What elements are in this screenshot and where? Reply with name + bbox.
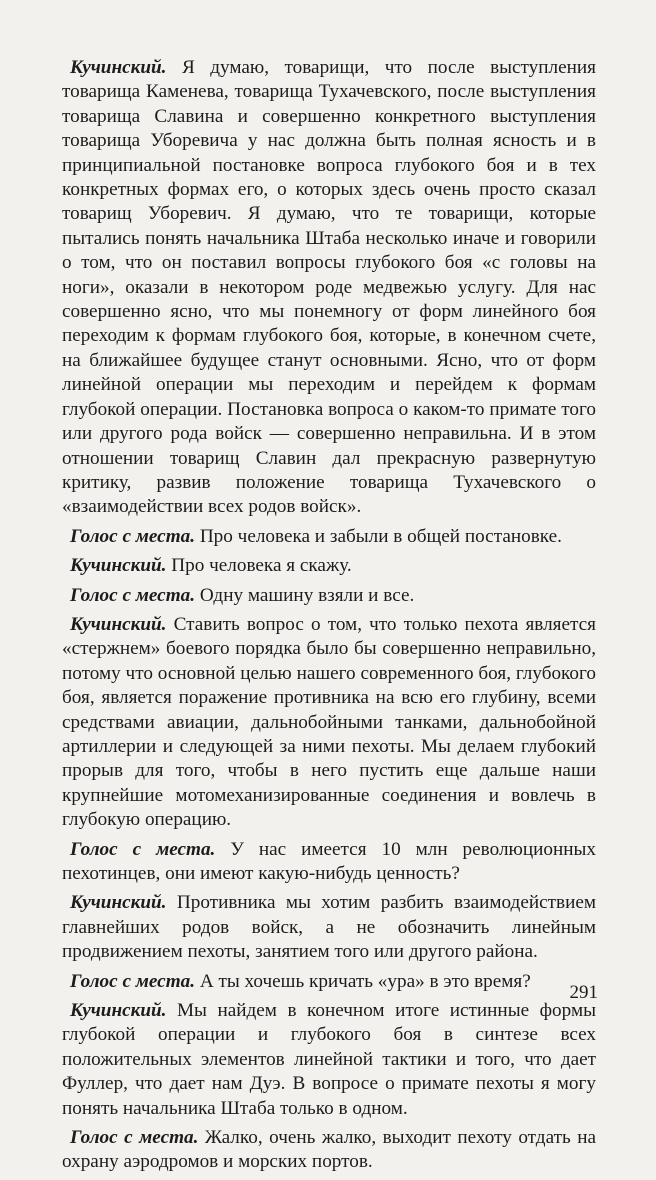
paragraph-text: Мы найдем в конечном итоге истинные формы глубокой операции и глубокого боя в синтезе всех положительных элементов линейной тактики и того, что дает Фуллер, что дает нам Дуэ. В вопросе о примате пехоты я могу понять начальника Штаба только в одном. [62, 1000, 596, 1119]
paragraph [62, 554, 596, 578]
paragraph-text: Жалко, очень жалко, выходит пехоту отдать на охрану аэродромов и морских портов. [62, 1127, 596, 1173]
paragraph [62, 999, 596, 1121]
speaker-name: Кучинский. [70, 892, 167, 914]
speaker-name: Голос с места. [70, 1127, 199, 1149]
paragraph-text: Одну машину взяли и все. [199, 584, 415, 606]
paragraph [62, 1126, 596, 1175]
paragraph-text: Я думаю, товарищи, что после выступления товарища Каменева, товарища Тухачевского, после выступления товарища Славина и совершенно конкретного выступления товарища Уборевича у нас должна быть полная ясность и в принципиальной постановке вопроса глубокого боя и в тех конкретных формах его, о которых здесь очень просто сказал товарищ Уборевич. Я думаю, что те товарищи, которые пытались понять начальника Штаба несколько иначе и говорили о том, что он поставил вопросы глубокого боя «с головы на ноги», оказали в некотором роде медвежью услугу. Для нас совершенно ясно, что мы понемногу от форм линейного боя переходим к формам глубокого боя, которые, в конечном счете, на ближайшее будущее станут основными. Ясно, что от форм линейной операции мы переходим и перейдем к формам глубокой операции. Постановка вопроса о каком-то примате того или другого рода войск — совершенно неправильна. И в этом отношении товарищ Славин дал прекрасную развернутую критику, развив положение товарища Тухачевского о «взаимодействии всех родов войск». [62, 57, 596, 518]
speaker-name: Голос с места. [70, 838, 216, 860]
paragraph [62, 525, 596, 549]
speaker-name: Кучинский. [70, 613, 167, 635]
paragraph-text: Противника мы хотим разбить взаимодействием главнейших родов войск, а не обозначить линейным продвижением пехоты, занятием того или другого района. [62, 892, 596, 963]
paragraph-text: Про человека и забыли в общей постановке. [199, 525, 562, 547]
page-body [62, 56, 596, 1180]
paragraph [62, 970, 596, 994]
page-number: 291 [569, 982, 598, 1003]
speaker-name: Голос с места. [70, 970, 196, 992]
paragraph-text: Про человека я скажу. [171, 555, 352, 577]
paragraph [62, 584, 596, 608]
speaker-name: Кучинский. [70, 57, 167, 78]
paragraph-text: Ставить вопрос о том, что только пехота является «стержнем» боевого порядка было бы совершенно неправильно, потому что основной целью нашего современного боя, глубокого боя, является поражение противника на всю его глубину, всеми средствами авиации, дальнобойными танками, дальнобойной артиллерии и следующей за ними пехоты. Мы делаем глубокий прорыв для того, чтобы в него пустить еще дальше наши крупнейшие мотомеханизированные соединения и вовлечь в глубокую операцию. [62, 613, 596, 831]
paragraph-text: А ты хочешь кричать «ура» в это время? [199, 970, 531, 992]
speaker-name: Кучинский. [70, 555, 167, 577]
paragraph [62, 838, 596, 887]
speaker-name: Голос с места. [70, 525, 196, 547]
paragraph [62, 891, 596, 964]
paragraph-text: У нас имеется 10 млн революционных пехотинцев, они имеют какую-нибудь ценность? [62, 838, 597, 884]
speaker-name: Голос с места. [70, 584, 196, 606]
speaker-name: Кучинский. [70, 1000, 167, 1022]
paragraph [62, 56, 596, 520]
paragraph [62, 613, 596, 833]
